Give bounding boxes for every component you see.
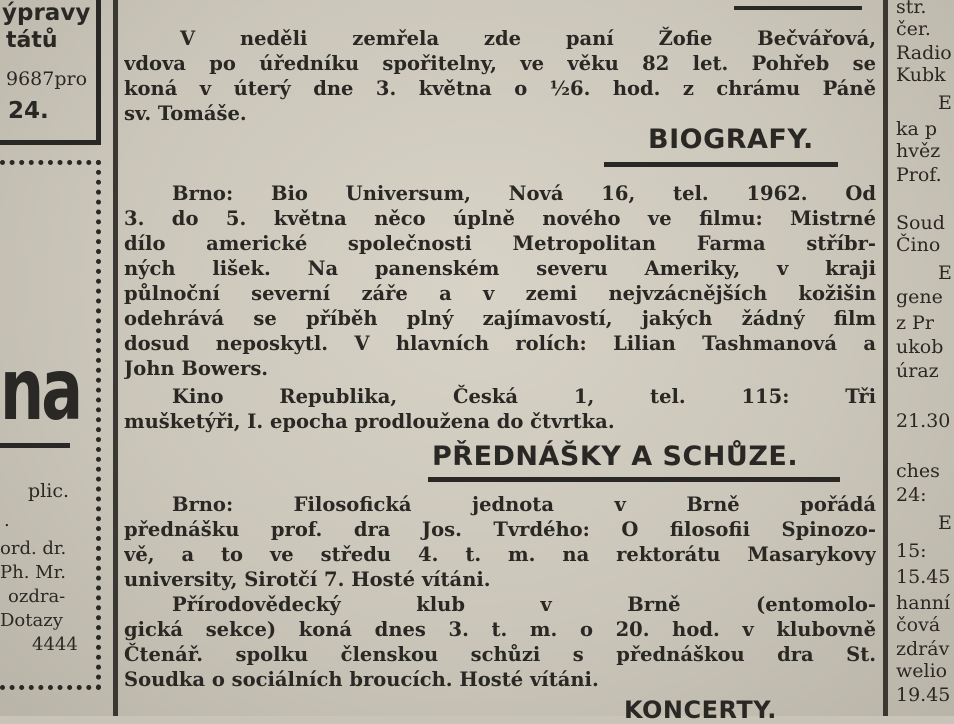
heading-rule — [428, 477, 840, 482]
top-rule — [734, 6, 862, 10]
right-column-line: 15.45 — [896, 566, 951, 588]
right-column-line: 21.30 — [896, 410, 951, 432]
text-line: sv. Tomáše. — [124, 102, 247, 125]
right-column-line: ukob — [896, 336, 944, 358]
text-line: Přírodovědecký klub v Brně (entomolo- — [172, 593, 876, 616]
right-column-line: Radio — [896, 42, 952, 64]
right-column-line: z Pr — [896, 312, 934, 334]
heading-koncerty: KONCERTY. — [624, 696, 777, 724]
right-column-line: 15: — [896, 540, 927, 562]
right-column-line: čová — [896, 614, 941, 636]
right-column-line: Prof. — [896, 164, 942, 186]
cinema-universum — [124, 181, 876, 381]
text-line: odehrává se příběh plný zajímavostí, jakých žádný film — [124, 307, 876, 330]
left-ad-big-text: na — [0, 340, 81, 440]
text-line: dílo americké společnosti Metropolitan Farma stříbr- — [124, 232, 876, 255]
left-column — [0, 0, 108, 716]
left-ad-line-3: ord. dr. — [0, 538, 67, 559]
text-line: gická sekce) koná dnes 3. t. m. o 20. hod. v klubovně — [124, 618, 876, 641]
column-divider-left — [113, 0, 118, 716]
text-line: Čtenář. spolku členskou schůzi s přednáškou dra St. — [124, 643, 876, 666]
right-column-line: Kubk — [896, 64, 946, 86]
left-ad-line-7: 4444 — [32, 634, 78, 655]
right-column-line: Čino — [896, 234, 941, 256]
right-column — [892, 0, 954, 716]
column-divider-right — [883, 0, 888, 716]
right-column-line: čer. — [896, 18, 931, 40]
text-line: V neděli zemřela zde paní Žofie Bečvářová, — [180, 27, 876, 50]
left-ad-line-5: ozdra- — [8, 586, 66, 607]
right-column-line: 24: — [896, 484, 927, 506]
left-ad-line-1: plic. — [28, 480, 69, 502]
text-line: dosud neposkytl. V hlavních rolích: Lilian Tashmanová a — [124, 332, 876, 355]
text-line: John Bowers. — [124, 357, 269, 380]
right-column-line: hvěz — [896, 140, 941, 162]
text-line: Brno: Filosofická jednota v Brně pořádá — [172, 493, 876, 516]
right-column-line: 19.45 — [896, 684, 951, 706]
right-column-line: zdráv — [896, 638, 950, 660]
text-line: Kino Republika, Česká 1, tel. 115: Tři — [172, 385, 876, 408]
heading-prednasky: PŘEDNÁŠKY A SCHŮZE. — [432, 441, 799, 472]
text-line: přednášku prof. dra Jos. Tvrdého: O filosofii Spinozo- — [124, 518, 876, 541]
left-top-line-4: 24. — [8, 98, 49, 124]
left-top-line-1: ýpravy — [2, 0, 91, 26]
right-column-line: E — [938, 92, 952, 114]
text-line: půlnoční severní záře a v zemi nejvzácnějších kožišin — [124, 282, 876, 305]
left-ad-line-6: Dotazy — [0, 610, 63, 631]
right-column-line: welio — [896, 660, 948, 682]
text-line: vdova po úředníku spořitelny, ve věku 82 let. Pohřeb se — [124, 52, 876, 75]
right-column-line: Soud — [896, 212, 945, 234]
text-line: 3. do 5. května něco úplně nového ve filmu: Mistrné — [124, 207, 876, 230]
text-line: vě, a to ve středu 4. t. m. na rektorátu Masarykovy — [124, 543, 876, 566]
text-line: koná v úterý dne 3. května o ½6. hod. z chrámu Páně — [124, 77, 876, 100]
left-ad-line-4: Ph. Mr. — [0, 562, 66, 583]
text-line: Soudka o sociálních broucích. Hosté vítáni. — [124, 668, 599, 691]
right-column-line: ka p — [896, 118, 938, 140]
right-column-line: str. — [896, 0, 927, 18]
text-line: mušketýři, I. epocha prodloužena do čtvrtka. — [124, 410, 615, 433]
cinema-republika — [124, 384, 876, 434]
heading-biografy: BIOGRAFY. — [648, 124, 814, 155]
left-top-line-2: tátů — [6, 28, 58, 53]
main-column — [124, 0, 876, 724]
lecture-notice — [124, 492, 876, 592]
club-notice — [124, 592, 876, 692]
text-line: university, Sirotčí 7. Hosté vítáni. — [124, 568, 491, 591]
right-column-line: E — [938, 262, 952, 284]
death-notice — [124, 26, 876, 126]
left-ad-line-2: . — [4, 510, 10, 531]
left-top-line-3: 9687pro — [6, 68, 88, 90]
right-column-line: hanní — [896, 592, 951, 614]
right-column-line: gene — [896, 286, 943, 308]
left-ad-rule — [0, 443, 70, 448]
text-line: Brno: Bio Universum, Nová 16, tel. 1962. Od — [172, 182, 876, 205]
right-column-line: ches — [896, 460, 940, 482]
right-column-line: E — [938, 512, 952, 534]
right-column-line: úraz — [896, 360, 939, 382]
heading-rule — [604, 162, 838, 167]
text-line: ných lišek. Na panenském severu Ameriky, v kraji — [124, 257, 876, 280]
